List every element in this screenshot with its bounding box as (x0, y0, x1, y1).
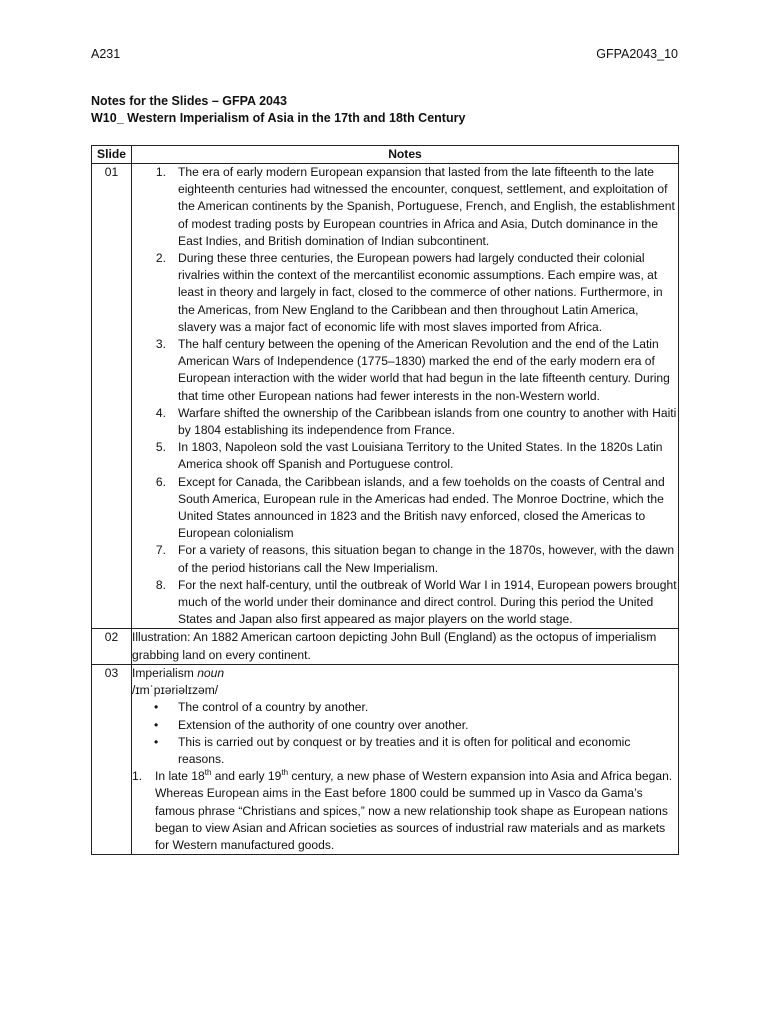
superscript: th (281, 768, 289, 778)
list-item (132, 164, 678, 250)
list-item (132, 717, 678, 734)
list-item-number: 1. (155, 165, 166, 179)
list-item (132, 577, 678, 629)
slide-notes (132, 164, 679, 629)
text-segment: century, a new phase of Western expansion into Asia and Africa began. Whereas European aims in the East before 1800 could be summed up in Vasco da Gama’s famous phrase “Christians and spices,” now a new relationship took shape as European nations began to view Asian and African societies as sources of industrial raw materials and as markets for Western manufactured goods. (155, 769, 673, 852)
slide-notes: Illustration: An 1882 American cartoon depicting John Bull (England) as the octopus of imperialism grabbing land on every continent. (132, 629, 679, 664)
list-item-number: 6. (155, 474, 166, 489)
slide-number: 03 (92, 664, 132, 854)
document-code: GFPA2043_10 (596, 47, 678, 61)
document-title: Notes for the Slides – GFPA 2043 (91, 94, 287, 108)
superscript: th (204, 768, 212, 778)
bullet-marker: • (154, 734, 159, 749)
list-item-number: 4. (155, 405, 166, 420)
list-item-text: This is carried out by conquest or by treaties and it is often for political and economic reasons. (178, 734, 631, 766)
numbered-list (132, 768, 678, 854)
list-item-text: During these three centuries, the European powers had largely conducted their colonial rivalries within the context of the mercantilist economic assumptions. Each empire was, at least in theory and largely in fact, closed to the commerce of other nations. Furthermore, in the Americas, from New England to the Caribbean and then throughout Latin America, slavery was a major fact of economic life with most slaves imported from Africa. (178, 251, 663, 334)
column-header-slide: Slide (92, 146, 132, 164)
text-segment: and early 19 (211, 769, 282, 784)
text-segment: In late 18 (155, 769, 205, 784)
list-item-number: 8. (155, 577, 166, 592)
list-item-text: Extension of the authority of one country over another. (178, 717, 469, 732)
list-item-text: Warfare shifted the ownership of the Caribbean islands from one country to another with Haiti by 1804 establishing its independence from France. (178, 405, 677, 438)
list-item (132, 734, 678, 768)
list-item-text: For the next half-century, until the outbreak of World War I in 1914, European powers brought much of the world under their dominance and direct control. During this period the United States and Japan also first appeared as major players on the world stage. (178, 577, 677, 627)
document-subtitle: W10_ Western Imperialism of Asia in the 17th and 18th Century (91, 111, 466, 125)
list-item-number: 2. (155, 251, 166, 266)
definition-term-line (132, 665, 678, 682)
list-item-text: The half century between the opening of the American Revolution and the end of the Latin American Wars of Independence (1775–1830) marked the end of the early modern era of European interaction with the wider world that had begun in the late fifteenth century. During that time other European nations had fewer interests in the non-Western world. (178, 337, 670, 403)
list-item-number: 5. (155, 440, 166, 455)
list-item (132, 474, 678, 543)
course-code: A231 (91, 47, 121, 61)
part-of-speech: noun (197, 665, 225, 680)
list-item (132, 405, 678, 439)
table-row (92, 164, 679, 629)
notes-table (91, 145, 679, 855)
list-item-text: For a variety of reasons, this situation began to change in the 1870s, however, with the dawn of the period historians call the New Imperialism. (178, 543, 675, 575)
list-item (132, 250, 678, 336)
slide-number: 02 (92, 629, 132, 664)
list-item-text: Except for Canada, the Caribbean islands, and a few toeholds on the coasts of Central and South America, European rule in the Americas had ended. The Monroe Doctrine, which the United States announced in 1823 and the British navy enforced, closed the Americas to European colonialism (178, 474, 665, 541)
pronunciation: /ɪmˈpɪəriəlɪzəm/ (132, 683, 219, 698)
list-item (132, 768, 678, 854)
table-row (92, 664, 679, 854)
list-item (132, 336, 678, 405)
list-item-number: 3. (155, 337, 166, 352)
list-item-text: In 1803, Napoleon sold the vast Louisiana Territory to the United States. In the 1820s Latin America shook off Spanish and Portuguese control. (178, 440, 663, 472)
list-item (132, 699, 678, 716)
list-item-text: The era of early modern European expansion that lasted from the late fifteenth to the late eighteenth centuries had witnessed the encounter, conquest, settlement, and exploitation of the American continents by the Spanish, Portuguese, French, and English, the establishment of modest trading posts by European countries in Africa and Asia, Dutch dominance in the East Indies, and British domination of Indian subcontinent. (178, 165, 675, 248)
numbered-list (132, 164, 678, 628)
list-item (132, 542, 678, 576)
bullet-list (132, 699, 678, 768)
list-item-text: The control of a country by another. (178, 700, 369, 715)
list-item-text (155, 769, 672, 852)
list-item-number: 7. (155, 543, 166, 558)
bullet-marker: • (154, 700, 159, 715)
slide-number: 01 (92, 164, 132, 629)
definition-term: Imperialism (132, 665, 194, 680)
column-header-notes: Notes (132, 146, 679, 164)
table-row (92, 629, 679, 664)
list-item (132, 439, 678, 473)
list-item-number: 1. (132, 769, 143, 784)
bullet-marker: • (154, 717, 159, 732)
slide-notes (132, 664, 679, 854)
table-header-row (92, 146, 679, 164)
